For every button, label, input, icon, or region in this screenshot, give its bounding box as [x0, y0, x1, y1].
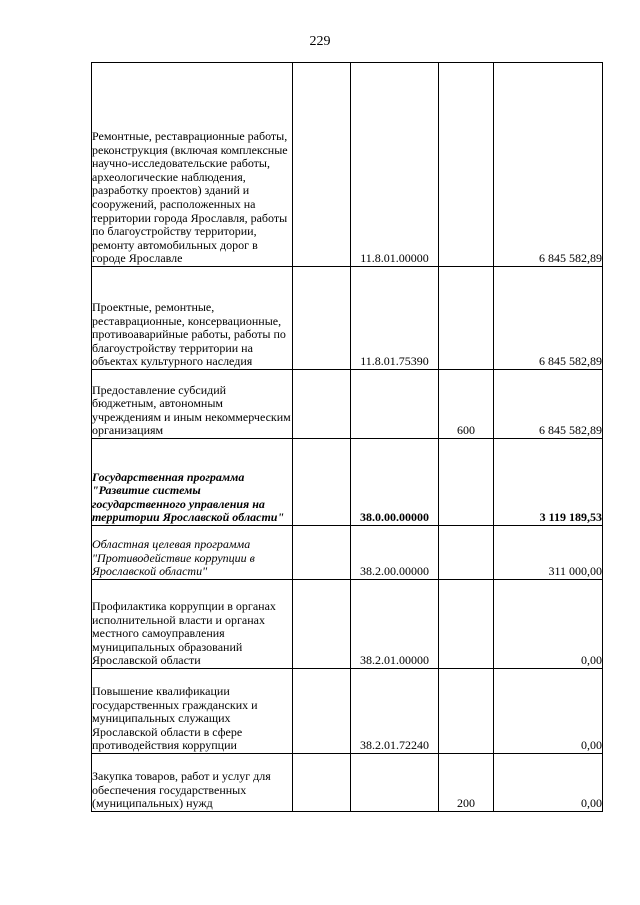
row-code: 38.2.01.00000: [351, 580, 439, 669]
row-expense-type: [439, 580, 494, 669]
row-amount: 0,00: [494, 669, 603, 754]
row-amount: 0,00: [494, 580, 603, 669]
row-empty-cell: [293, 754, 351, 812]
row-empty-cell: [293, 580, 351, 669]
row-name: Государственная программа "Развитие системы государственного управления на территории Ярославской области": [92, 439, 293, 526]
row-name: Предоставление субсидий бюджетным, автономным учреждениям и иным некоммерческим организациям: [92, 370, 293, 439]
row-amount: 3 119 189,53: [494, 439, 603, 526]
row-expense-type: 200: [439, 754, 494, 812]
row-code: 38.0.00.00000: [351, 439, 439, 526]
row-expense-type: [439, 669, 494, 754]
table-row: [92, 439, 603, 526]
row-name: Областная целевая программа "Противодействие коррупции в Ярославской области": [92, 526, 293, 580]
table-row: [92, 669, 603, 754]
budget-table: [91, 62, 603, 812]
row-name: Ремонтные, реставрационные работы, реконструкция (включая комплексные научно-исследовательские работы, археологические наблюдения, разработку проектов) зданий и сооружений, расположенных на территории города Ярославля, работы по благоустройству территории, ремонту автомобильных дорог в городе Ярославле: [92, 63, 293, 267]
row-name: Проектные, ремонтные, реставрационные, консервационные, противоаварийные работы, работы по благоустройству территории на объектах культурного наследия: [92, 267, 293, 370]
row-name: Повышение квалификации государственных гражданских и муниципальных служащих Ярославской области в сфере противодействия коррупции: [92, 669, 293, 754]
row-name: Закупка товаров, работ и услуг для обеспечения государственных (муниципальных) нужд: [92, 754, 293, 812]
table-row: [92, 526, 603, 580]
row-amount: 6 845 582,89: [494, 267, 603, 370]
row-expense-type: [439, 267, 494, 370]
row-expense-type: 600: [439, 370, 494, 439]
row-empty-cell: [293, 669, 351, 754]
row-amount: 311 000,00: [494, 526, 603, 580]
row-code: 38.2.01.72240: [351, 669, 439, 754]
row-code: [351, 754, 439, 812]
table-row: [92, 754, 603, 812]
row-empty-cell: [293, 267, 351, 370]
row-empty-cell: [293, 63, 351, 267]
row-amount: 6 845 582,89: [494, 370, 603, 439]
row-empty-cell: [293, 370, 351, 439]
row-name: Профилактика коррупции в органах исполнительной власти и органах местного самоуправления муниципальных образований Ярославской области: [92, 580, 293, 669]
row-empty-cell: [293, 526, 351, 580]
table-row: [92, 370, 603, 439]
row-expense-type: [439, 526, 494, 580]
table-row: [92, 63, 603, 267]
page-number: 229: [309, 34, 331, 49]
row-expense-type: [439, 439, 494, 526]
table-row: [92, 267, 603, 370]
row-code: 38.2.00.00000: [351, 526, 439, 580]
row-code: 11.8.01.00000: [351, 63, 439, 267]
row-amount: 0,00: [494, 754, 603, 812]
table-row: [92, 580, 603, 669]
row-empty-cell: [293, 439, 351, 526]
row-amount: 6 845 582,89: [494, 63, 603, 267]
row-expense-type: [439, 63, 494, 267]
row-code: [351, 370, 439, 439]
row-code: 11.8.01.75390: [351, 267, 439, 370]
